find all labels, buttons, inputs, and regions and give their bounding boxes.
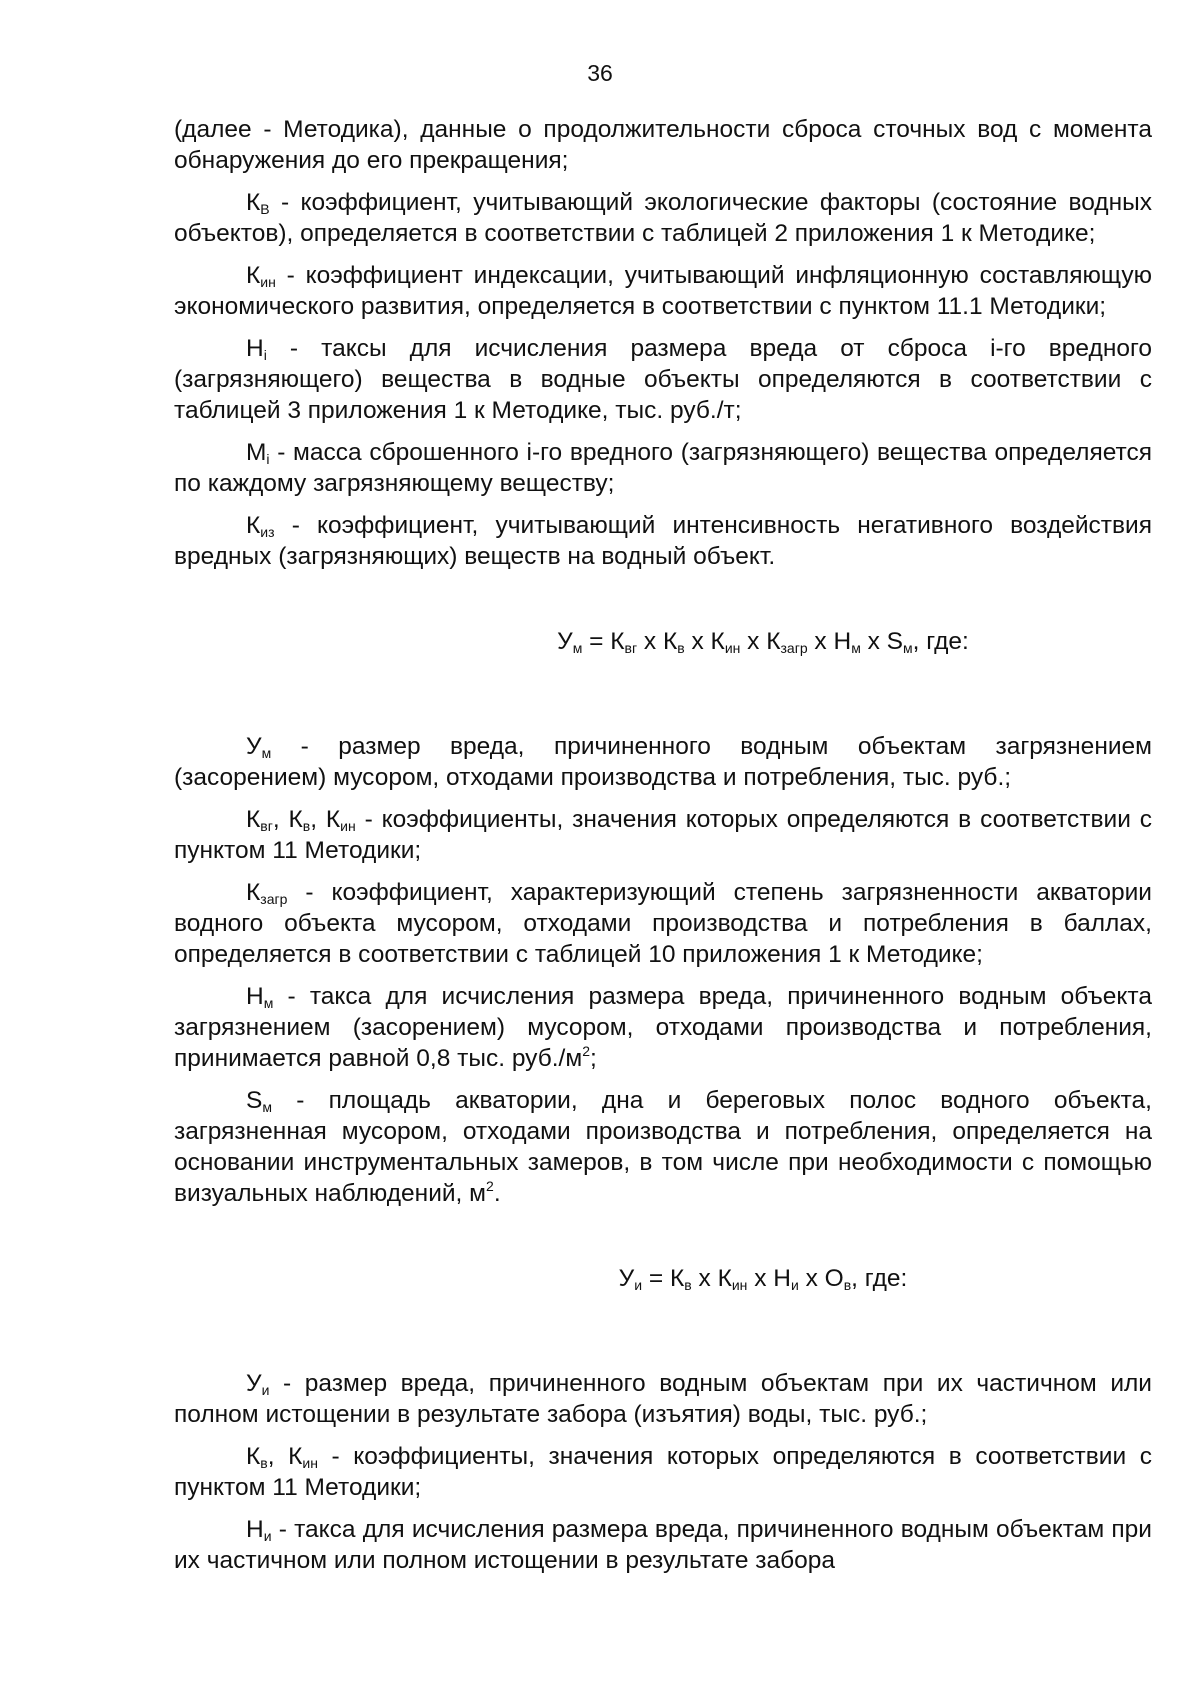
paragraph-text: - коэффициенты, значения которых определяются в соответствии с пунктом 11 Методики; bbox=[174, 806, 1152, 864]
paragraph-text: ; bbox=[589, 1045, 597, 1072]
symbol-subscript: м bbox=[262, 1099, 272, 1115]
symbol: К bbox=[246, 262, 261, 289]
formula-subscript: в bbox=[677, 640, 685, 656]
symbol-subscript: ин bbox=[340, 818, 356, 834]
paragraph-text: - такса для исчисления размера вреда, причиненного водным объектам при их частичном или полном истощении в результате забора bbox=[174, 1516, 1152, 1574]
paragraph-kvg-definition bbox=[174, 804, 1152, 866]
symbol-subscript: и bbox=[261, 1382, 270, 1398]
formula-subscript: ин bbox=[724, 640, 741, 656]
superscript: 2 bbox=[486, 1178, 494, 1194]
formula-part: x О bbox=[798, 1265, 844, 1292]
paragraph-um-definition bbox=[174, 731, 1152, 793]
formula-part: x S bbox=[860, 628, 904, 655]
symbol-subscript: i bbox=[263, 347, 267, 363]
paragraph-nm-definition bbox=[174, 981, 1152, 1074]
formula-part: x К bbox=[691, 1265, 732, 1292]
formula-part: x К bbox=[740, 628, 781, 655]
symbol: К bbox=[246, 512, 261, 539]
formula-subscript: в bbox=[684, 1277, 692, 1293]
symbol-subscript: В bbox=[260, 201, 270, 217]
symbol-subscript: м bbox=[263, 995, 274, 1011]
symbol: Н bbox=[246, 983, 264, 1010]
symbol-subscript: ин bbox=[260, 274, 276, 290]
symbol-subscript: вг bbox=[260, 818, 273, 834]
paragraph-kv-kin-definition bbox=[174, 1441, 1152, 1503]
paragraph-text: . bbox=[493, 1180, 501, 1207]
paragraph-text: (далее - Методика), данные о продолжительности сброса сточных вод с момента обнаружения до его прекращения; bbox=[174, 116, 1152, 174]
paragraph-mi-definition bbox=[174, 437, 1152, 499]
symbol-subscript: ин bbox=[302, 1455, 318, 1471]
symbol: У bbox=[246, 1370, 262, 1397]
formula-part: x Н bbox=[807, 628, 852, 655]
formula-subscript: и bbox=[634, 1277, 643, 1293]
formula-part: x К bbox=[637, 628, 678, 655]
paragraph-text: - размер вреда, причиненного водным объектам при их частичном или полном истощении в результате забора (изъятия) воды, тыс. руб.; bbox=[174, 1370, 1152, 1428]
formula-part: У bbox=[618, 1265, 635, 1292]
paragraph-hi-definition bbox=[174, 333, 1152, 426]
formula-subscript: и bbox=[790, 1277, 799, 1293]
paragraph-text: - таксы для исчисления размера вреда от сброса i-го вредного (загрязняющего) вещества в водные объекты определяются в соответствии с таблицей 3 приложения 1 к Методике, тыс. руб./т; bbox=[174, 335, 1152, 424]
formula-um bbox=[174, 626, 1152, 657]
paragraph-sm-definition bbox=[174, 1085, 1152, 1209]
formula-subscript: вг bbox=[624, 640, 638, 656]
formula-subscript: м bbox=[572, 640, 583, 656]
paragraph-text: - масса сброшенного i-го вредного (загрязняющего) вещества определяется по каждому загрязняющему веществу; bbox=[174, 439, 1152, 497]
symbol: Н bbox=[246, 1516, 264, 1543]
paragraph-text: - коэффициент индексации, учитывающий инфляционную составляющую экономического развития, определяется в соответствии с пунктом 11.1 Методики; bbox=[174, 262, 1152, 320]
symbol: M bbox=[246, 439, 267, 466]
paragraph-text: - коэффициент, учитывающий экологические факторы (состояние водных объектов), определяется в соответствии с таблицей 2 приложения 1 к Методике; bbox=[174, 189, 1152, 247]
formula-part: У bbox=[557, 628, 573, 655]
formula-subscript: ин bbox=[731, 1277, 748, 1293]
symbol: К bbox=[246, 879, 261, 906]
symbol-subscript: и bbox=[263, 1528, 272, 1544]
symbol-subscript: из bbox=[260, 524, 275, 540]
paragraph-kv-definition bbox=[174, 187, 1152, 249]
superscript: 2 bbox=[582, 1043, 590, 1059]
formula-ui bbox=[174, 1263, 1152, 1294]
symbol-subscript: в bbox=[260, 1455, 268, 1471]
symbol: , К bbox=[267, 1443, 303, 1470]
paragraph-text: - коэффициент, характеризующий степень загрязненности акватории водного объекта мусором, отходами производства и потребления в баллах, определяется в соответствии с таблицей 10 приложения 1 к Методике; bbox=[174, 879, 1152, 968]
formula-part: = К bbox=[582, 628, 625, 655]
paragraph-text: - площадь акватории, дна и береговых полос водного объекта, загрязненная мусором, отходами производства и потребления, определяется на основании инструментальных замеров, в том числе при необходимости с помощью визуальных наблюдений, м bbox=[174, 1087, 1152, 1207]
formula-subscript: м bbox=[851, 640, 861, 656]
formula-part: x К bbox=[684, 628, 725, 655]
symbol: К bbox=[246, 1443, 261, 1470]
paragraph-intro bbox=[174, 114, 1152, 176]
page-number: 36 bbox=[587, 60, 613, 86]
document-body bbox=[174, 114, 1152, 1587]
formula-subscript: загр bbox=[780, 640, 808, 656]
paragraph-ni-definition bbox=[174, 1514, 1152, 1576]
symbol: , К bbox=[310, 806, 341, 833]
paragraph-kin-definition bbox=[174, 260, 1152, 322]
formula-subscript: в bbox=[843, 1277, 852, 1293]
paragraph-kzagr-definition bbox=[174, 877, 1152, 970]
symbol-subscript: м bbox=[261, 745, 272, 761]
symbol: S bbox=[246, 1087, 263, 1114]
symbol-subscript: в bbox=[302, 818, 311, 834]
formula-part: , где: bbox=[851, 1265, 908, 1292]
paragraph-text: - коэффициенты, значения которых определяются в соответствии с пунктом 11 Методики; bbox=[174, 1443, 1152, 1501]
symbol: Н bbox=[246, 335, 264, 362]
symbol: К bbox=[246, 189, 261, 216]
paragraph-ui-definition bbox=[174, 1368, 1152, 1430]
formula-part: = К bbox=[642, 1265, 685, 1292]
symbol: К bbox=[246, 806, 261, 833]
paragraph-text: - такса для исчисления размера вреда, причиненного водным объекта загрязнением (засорением) мусором, отходами производства и потребления, принимается равной 0,8 тыс. руб./м bbox=[174, 983, 1152, 1072]
formula-subscript: м bbox=[903, 640, 913, 656]
formula-part: x Н bbox=[747, 1265, 791, 1292]
symbol: У bbox=[246, 733, 262, 760]
symbol-subscript: i bbox=[266, 451, 270, 467]
paragraph-text: - коэффициент, учитывающий интенсивность негативного воздействия вредных (загрязняющих) веществ на водный объект. bbox=[174, 512, 1152, 570]
formula-part: , где: bbox=[912, 628, 969, 655]
paragraph-kiz-definition bbox=[174, 510, 1152, 572]
paragraph-text: - размер вреда, причиненного водным объектам загрязнением (засорением) мусором, отходами производства и потребления, тыс. руб.; bbox=[174, 733, 1152, 791]
symbol: , К bbox=[272, 806, 303, 833]
symbol-subscript: загр bbox=[260, 891, 288, 907]
